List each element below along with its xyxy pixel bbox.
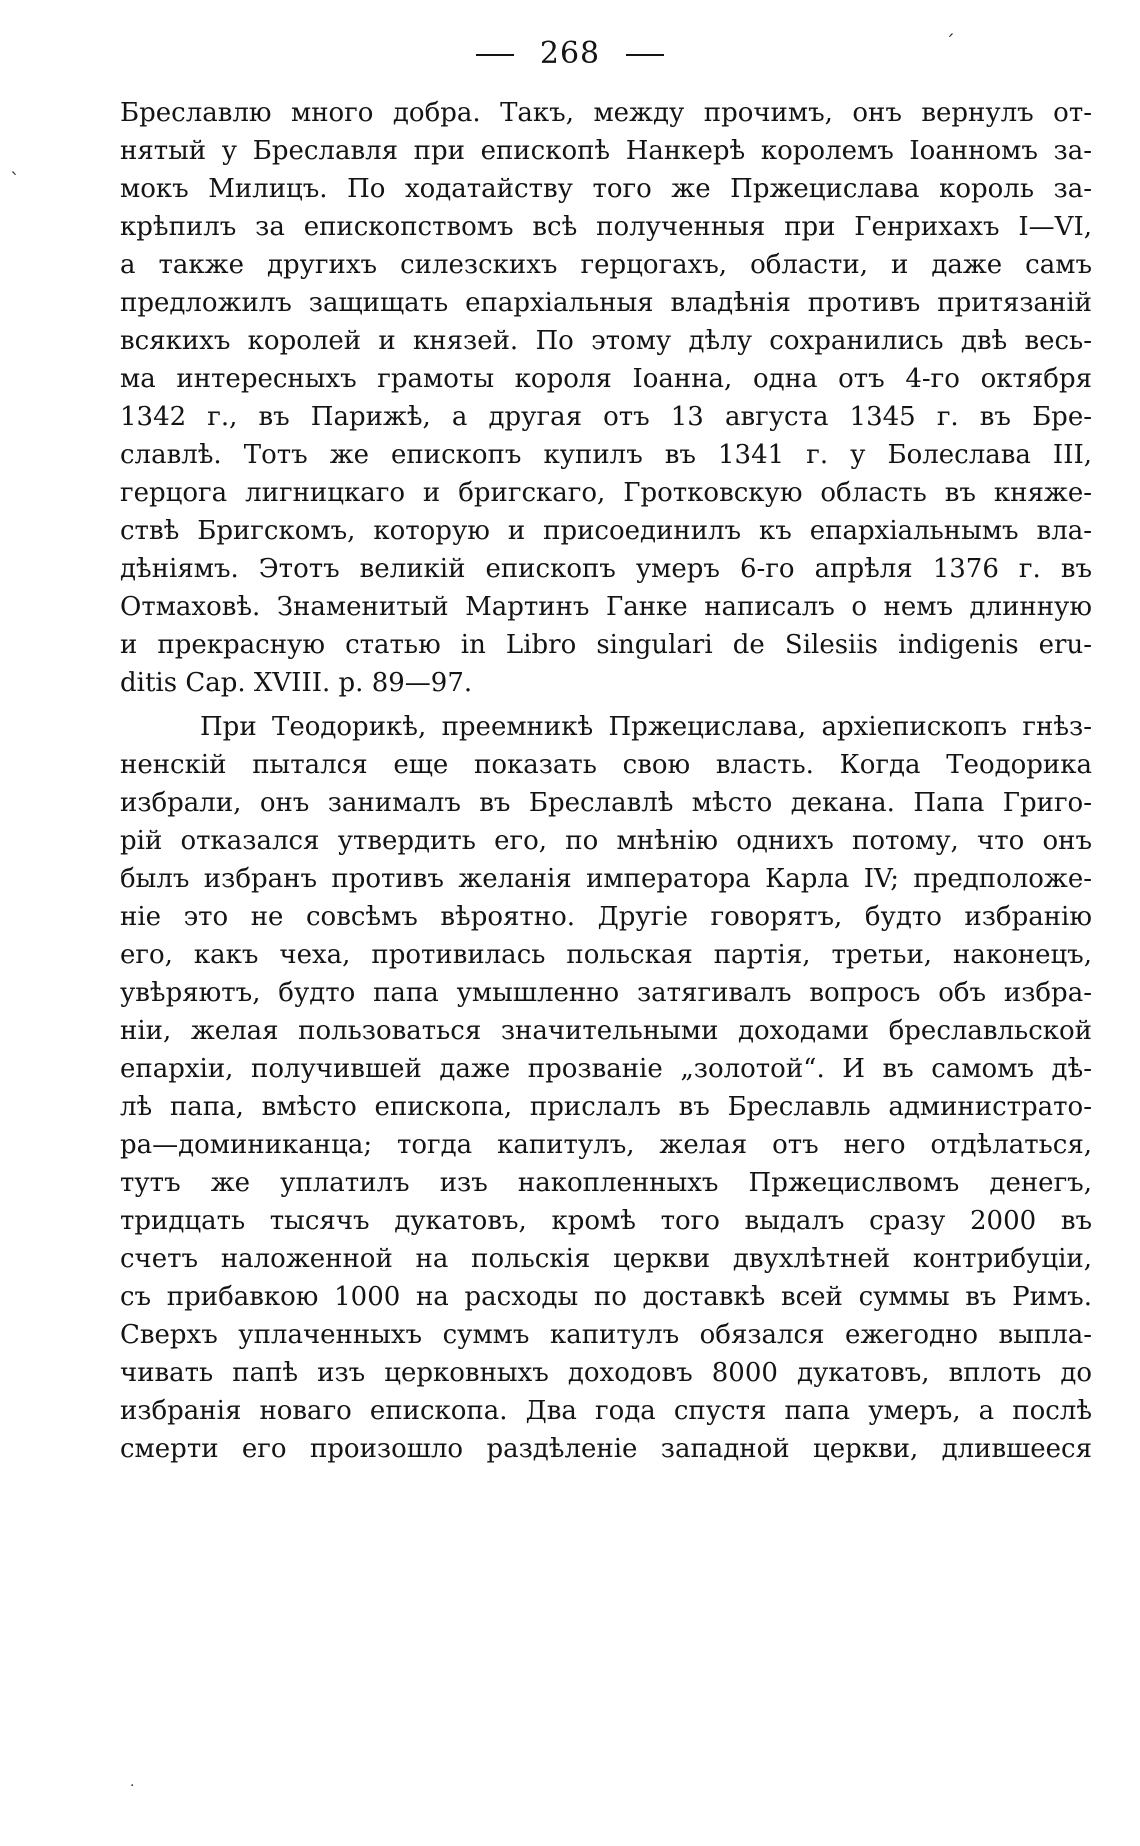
text-line: мокъ Милицъ. По ходатайству того же Пржецислава король за- bbox=[120, 174, 1092, 204]
text-line: а также другихъ силезскихъ герцогахъ, области, и даже самъ bbox=[120, 250, 1092, 280]
text-line: нятый у Бреславля при епископѣ Нанкерѣ королемъ Іоанномъ за- bbox=[120, 136, 1092, 166]
text-line: При Теодорикѣ, преемникѣ Пржецислава, архіепископъ гнѣз- bbox=[200, 712, 1092, 742]
scan-speck: ˋ bbox=[10, 168, 20, 192]
text-line: его, какъ чеха, противилась польская партія, третьи, наконецъ, bbox=[120, 940, 1092, 970]
text-line: ствѣ Бригскомъ, которую и присоединилъ къ епархіальнымъ вла- bbox=[120, 516, 1092, 546]
text-line: предложилъ защищать епархіальныя владѣнія противъ притязаній bbox=[120, 288, 1092, 318]
scan-speck: · bbox=[130, 1778, 135, 1794]
text-line: рій отказался утвердить его, по мнѣнію однихъ потому, что онъ bbox=[120, 826, 1092, 856]
text-line: ніи, желая пользоваться значительными доходами бреславльской bbox=[120, 1016, 1092, 1046]
text-line: былъ избранъ противъ желанія императора Карла IV; предположе- bbox=[120, 864, 1092, 894]
text-line: Отмаховѣ. Знаменитый Мартинъ Ганке написалъ о немъ длинную bbox=[120, 592, 1092, 622]
text-line: всякихъ королей и князей. По этому дѣлу сохранились двѣ весь- bbox=[120, 326, 1092, 356]
text-line: тутъ же уплатилъ изъ накопленныхъ Пржецислвомъ денегъ, bbox=[120, 1168, 1092, 1198]
text-line: избрали, онъ занималъ въ Бреславлѣ мѣсто декана. Папа Григо- bbox=[120, 788, 1092, 818]
text-line: Бреславлю много добра. Такъ, между прочимъ, онъ вернулъ от- bbox=[120, 98, 1092, 128]
text-line: крѣпилъ за епископствомъ всѣ полученныя при Генрихахъ I—VI, bbox=[120, 212, 1092, 242]
text-line: епархіи, получившей даже прозваніе „золотой“. И въ самомъ дѣ- bbox=[120, 1054, 1092, 1084]
text-line: ditis Cap. XVIII. p. 89—97. bbox=[120, 668, 473, 698]
header-dash-left bbox=[476, 54, 514, 56]
page-header bbox=[0, 34, 1140, 74]
text-line: Сверхъ уплаченныхъ суммъ капитулъ обязался ежегодно выпла- bbox=[120, 1320, 1092, 1350]
text-line: и прекрасную статью in Libro singulari de Silesiis indigenis eru- bbox=[120, 630, 1092, 660]
text-line: ма интересныхъ грамоты короля Іоанна, одна отъ 4-го октября bbox=[120, 364, 1092, 394]
text-line: избранія новаго епископа. Два года спустя папа умеръ, а послѣ bbox=[120, 1396, 1092, 1426]
text-line: съ прибавкою 1000 на расходы по доставкѣ всей суммы въ Римъ. bbox=[120, 1282, 1092, 1312]
text-line: дѣніямъ. Этотъ великій епископъ умеръ 6-го апрѣля 1376 г. въ bbox=[120, 554, 1092, 584]
text-line: ніе это не совсѣмъ вѣроятно. Другіе говорятъ, будто избранію bbox=[120, 902, 1092, 932]
text-line: 1342 г., въ Парижѣ, а другая отъ 13 августа 1345 г. въ Бре- bbox=[120, 402, 1092, 432]
text-line: счетъ наложенной на польскія церкви двухлѣтней контрибуціи, bbox=[120, 1244, 1092, 1274]
text-line: тридцать тысячъ дукатовъ, кромѣ того выдалъ сразу 2000 въ bbox=[120, 1206, 1092, 1236]
page-number: 268 bbox=[539, 36, 601, 71]
text-line: лѣ папа, вмѣсто епископа, прислалъ въ Бреславль администрато- bbox=[120, 1092, 1092, 1122]
header-dash-right bbox=[626, 54, 664, 56]
text-line: ненскій пытался еще показать свою власть. Когда Теодорика bbox=[120, 750, 1092, 780]
text-line: чивать папѣ изъ церковныхъ доходовъ 8000 дукатовъ, вплоть до bbox=[120, 1358, 1092, 1388]
scan-speck: ˊ bbox=[945, 30, 955, 54]
text-line: смерти его произошло раздѣленіе западной церкви, длившееся bbox=[120, 1434, 1092, 1464]
text-line: славлѣ. Тотъ же епископъ купилъ въ 1341 г. у Болеслава III, bbox=[120, 440, 1092, 470]
text-line: увѣряютъ, будто папа умышленно затягивалъ вопросъ объ избра- bbox=[120, 978, 1092, 1008]
text-line: ра—доминиканца; тогда капитулъ, желая отъ него отдѣлаться, bbox=[120, 1130, 1092, 1160]
text-line: герцога лигницкаго и бригскаго, Гротковскую область въ княже- bbox=[120, 478, 1092, 508]
